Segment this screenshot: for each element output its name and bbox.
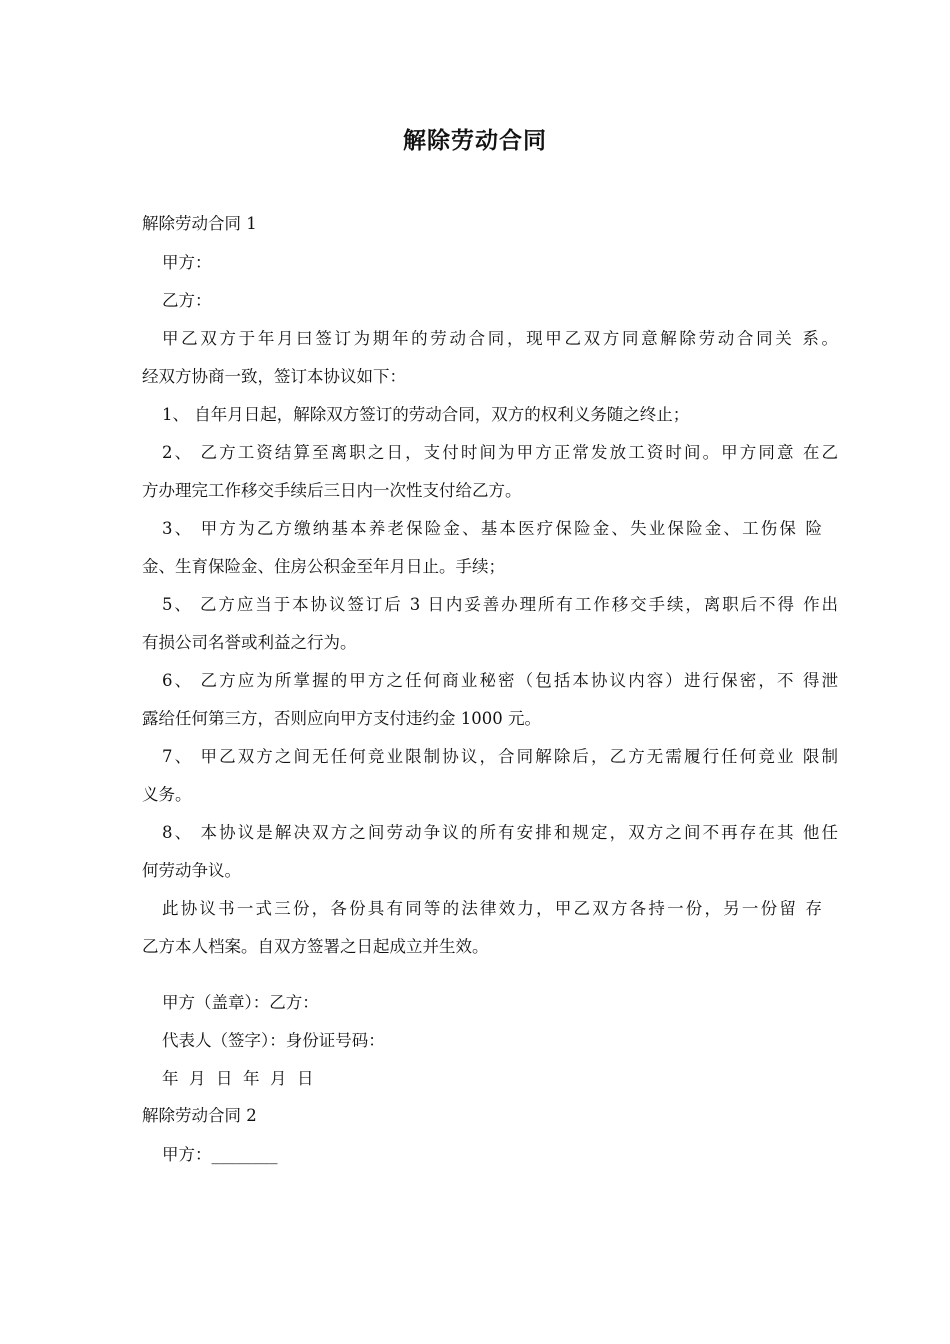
closing-line-2: 乙方本人档案。自双方签署之日起成立并生效。: [142, 937, 489, 956]
clause-7-line-2: 义务。: [142, 785, 192, 804]
preamble-line-1: 甲乙双方于年月曰签订为期年的劳动合同，现甲乙双方同意解除劳动合同关 系。: [162, 329, 838, 348]
clause-2-line-2: 方办理完工作移交手续后三日内一次性支付给乙方。: [142, 481, 522, 500]
clause-3-line-1: 3、 甲方为乙方缴纳基本养老保险金、基本医疗保险金、失业保险金、工伤保 险: [162, 519, 822, 538]
clause-8-line-2: 何劳动争议。: [142, 861, 241, 880]
clause-5-line-2: 有损公司名誉或利益之行为。: [142, 633, 357, 652]
party-b-label: 乙方：: [162, 291, 212, 310]
clause-7-line-1: 7、 甲乙双方之间无任何竞业限制协议，合同解除后，乙方无需履行任何竞业 限制: [162, 747, 838, 766]
clause-8-line-1: 8、 本协议是解决双方之间劳动争议的所有安排和规定，双方之间不再存在其 他任: [162, 823, 838, 842]
signature-seal-line: 甲方（盖章）：乙方：: [162, 993, 319, 1012]
section-heading-2: 解除劳动合同 2: [142, 1106, 257, 1125]
closing-line-1: 此协议书一式三份，各份具有同等的法律效力，甲乙双方各持一份，另一份留 存: [162, 899, 822, 918]
date-line: 年 月 日 年 月 日: [162, 1069, 314, 1088]
clause-3-line-2: 金、生育保险金、住房公积金至年月日止。手续；: [142, 557, 505, 576]
clause-6-line-1: 6、 乙方应为所掌握的甲方之任何商业秘密（包括本协议内容）进行保密，不 得泄: [162, 671, 838, 690]
party-a-label-2: 甲方：________: [162, 1145, 278, 1164]
clause-2-line-1: 2、 乙方工资结算至离职之日，支付时间为甲方正常发放工资时间。甲方同意 在乙: [162, 443, 838, 462]
document-title: 解除劳动合同: [403, 128, 547, 154]
section-heading-1: 解除劳动合同 1: [142, 214, 257, 233]
clause-6-line-2: 露给任何第三方，否则应向甲方支付违约金 1000 元。: [142, 709, 541, 728]
representative-id-line: 代表人（签字）：身份证号码：: [162, 1031, 385, 1050]
clause-5-line-1: 5、 乙方应当于本协议签订后 3 日内妥善办理所有工作移交手续，离职后不得 作出: [162, 595, 838, 614]
preamble-line-2: 经双方协商一致，签订本协议如下：: [142, 367, 406, 386]
clause-1: 1、 自年月日起，解除双方签订的劳动合同，双方的权利义务随之终止；: [162, 405, 690, 424]
party-a-label: 甲方：: [162, 253, 212, 272]
